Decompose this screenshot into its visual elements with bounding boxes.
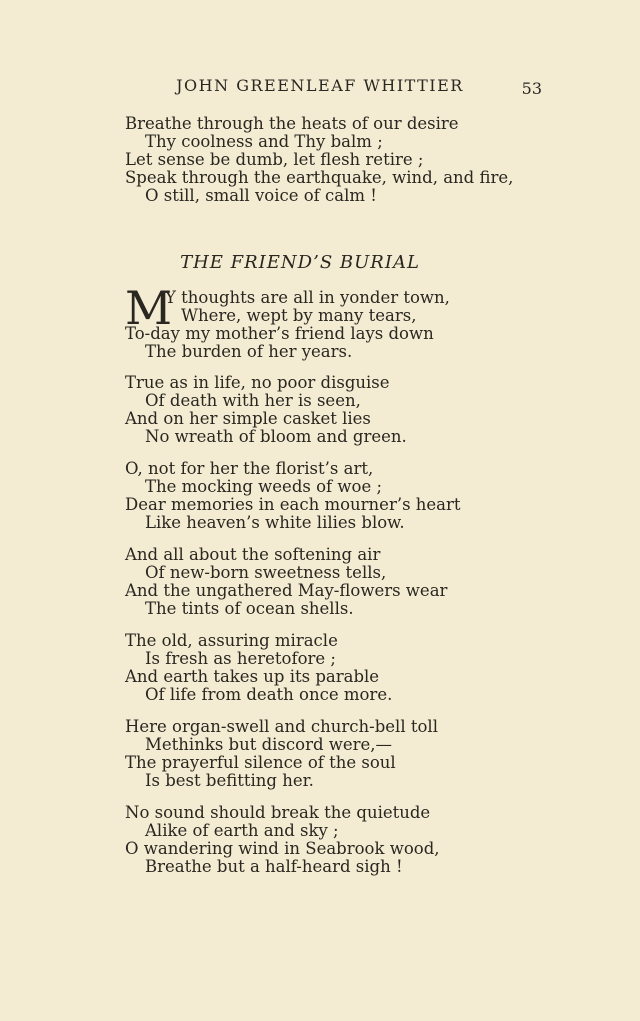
verse-line: The burden of her years. — [145, 342, 353, 361]
stanza-4 — [125, 546, 545, 618]
verse-line: The prayerful silence of the soul — [125, 753, 396, 772]
verse-line: Of life from death once more. — [145, 685, 393, 704]
verse-line: True as in life, no poor disguise — [125, 373, 390, 392]
verse-line: Like heaven’s white lilies blow. — [145, 513, 405, 532]
verse-line: Where, wept by many tears, — [181, 306, 417, 325]
verse-line: And earth takes up its parable — [125, 667, 380, 686]
poem-title: THE FRIEND’S BURIAL — [180, 252, 420, 273]
page-number: 53 — [521, 79, 542, 98]
verse-line: Dear memories in each mourner’s heart — [125, 495, 461, 514]
verse-line: No sound should break the quietude — [125, 803, 431, 822]
verse-line: And on her simple casket lies — [125, 409, 371, 428]
stanza-1 — [125, 281, 545, 361]
verse-line: Breathe through the heats of our desire — [125, 114, 459, 133]
verse-line: Breathe but a half-heard sigh ! — [145, 857, 403, 876]
verse-line: No wreath of bloom and green. — [145, 427, 407, 446]
verse-line: Thy coolness and Thy balm ; — [145, 132, 383, 151]
verse-line: The old, assuring miracle — [125, 631, 338, 650]
verse-line: The tints of ocean shells. — [145, 599, 354, 618]
verse-line: Methinks but discord were,— — [145, 735, 393, 754]
verse-line: O, not for her the florist’s art, — [125, 459, 374, 478]
verse-line: Y thoughts are all in yonder town, — [165, 288, 450, 307]
stanza-3 — [125, 460, 545, 532]
verse-line: Alike of earth and sky ; — [145, 821, 339, 840]
verse-line: And all about the softening air — [125, 545, 381, 564]
verse-line: Here organ-swell and church-bell toll — [125, 717, 438, 736]
drop-cap: M — [125, 281, 173, 335]
verse-line: And the ungathered May-flowers wear — [125, 581, 448, 600]
verse-line: Let sense be dumb, let flesh retire ; — [125, 150, 424, 169]
stanza-6 — [125, 718, 545, 790]
verse-line: O wandering wind in Seabrook wood, — [125, 839, 440, 858]
previous-poem-stanza — [125, 115, 545, 205]
stanza-2 — [125, 374, 545, 446]
running-head: JOHN GREENLEAF WHITTIER — [176, 76, 464, 95]
verse-line: Of new-born sweetness tells, — [145, 563, 387, 582]
verse-line: To-day my mother’s friend lays down — [125, 324, 434, 343]
verse-line: Speak through the earthquake, wind, and fire, — [125, 168, 514, 187]
verse-line: Is fresh as heretofore ; — [145, 649, 336, 668]
verse-line: The mocking weeds of woe ; — [145, 477, 383, 496]
verse-line: O still, small voice of calm ! — [145, 186, 377, 205]
stanza-7 — [125, 804, 545, 876]
verse-line: Of death with her is seen, — [145, 391, 361, 410]
verse-line: Is best befitting her. — [145, 771, 314, 790]
stanza-5 — [125, 632, 545, 704]
